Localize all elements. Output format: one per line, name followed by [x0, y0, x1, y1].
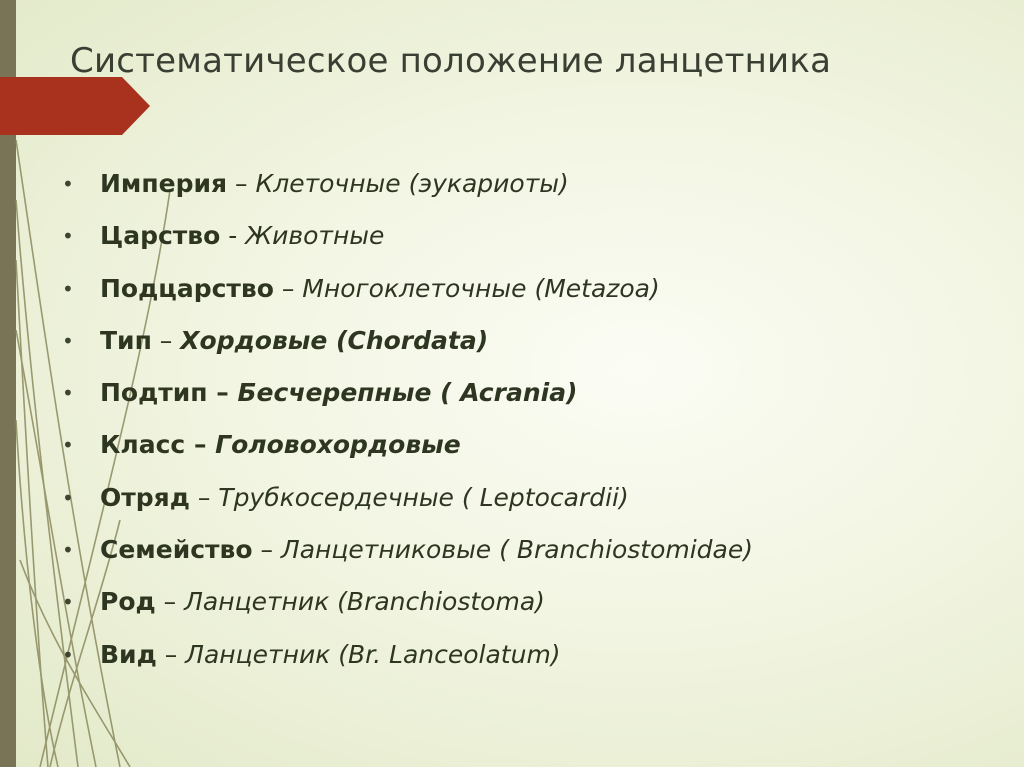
- taxonomy-row-class: [56, 423, 996, 475]
- bullet-icon: •: [62, 328, 74, 353]
- taxonomy-row-empire: [56, 162, 996, 214]
- rank-label: Царство: [100, 221, 221, 251]
- rank-separator: –: [227, 169, 256, 198]
- bullet-icon: •: [62, 538, 74, 563]
- rank-label: Тип: [100, 325, 152, 355]
- taxon-name: Ланцетниковые ( Branchiostomidae): [280, 535, 754, 565]
- taxon-name: Животные: [245, 221, 385, 251]
- bullet-icon: •: [62, 381, 74, 406]
- taxon-name: Головохордовые: [215, 430, 461, 460]
- rank-separator: –: [252, 535, 281, 565]
- slide-title: Систематическое положение ланцетника: [70, 41, 832, 81]
- taxonomy-row-order: [56, 476, 996, 528]
- rank-label: Империя: [100, 169, 228, 198]
- taxonomy-row-kingdom: [56, 214, 996, 266]
- bullet-icon: •: [62, 485, 74, 510]
- bullet-icon: •: [62, 642, 74, 667]
- rank-label: Вид: [100, 639, 157, 669]
- rank-label: Отряд: [100, 482, 190, 512]
- taxon-name: Многоклеточные (Metazoa): [302, 273, 660, 303]
- rank-separator: -: [220, 221, 246, 251]
- taxonomy-row-species: [56, 633, 996, 685]
- bullet-icon: •: [62, 433, 74, 458]
- taxon-name: Бесчерепные ( Acrania): [237, 378, 578, 408]
- rank-label: Подцарство: [100, 273, 274, 303]
- bullet-icon: •: [62, 276, 74, 301]
- bullet-icon: •: [62, 172, 74, 196]
- taxonomy-row-subkingdom: [56, 267, 996, 319]
- taxonomy-row-phylum: [56, 319, 996, 371]
- rank-separator: –: [156, 639, 186, 669]
- rank-label: Класс –: [100, 430, 216, 460]
- rank-label: Семейство: [100, 535, 253, 565]
- taxonomy-row-genus: [56, 580, 996, 632]
- bullet-icon: •: [62, 590, 74, 615]
- taxonomy-row-family: [56, 528, 996, 580]
- taxon-name: Ланцетник (Branchiostoma): [184, 587, 545, 617]
- rank-separator: –: [189, 482, 219, 512]
- rank-label: Подтип –: [100, 378, 238, 408]
- rank-separator: –: [151, 325, 181, 355]
- taxonomy-list: [56, 162, 996, 685]
- taxonomy-row-subphylum: [56, 371, 996, 423]
- rank-label: Род: [100, 587, 156, 617]
- rank-separator: –: [155, 587, 185, 617]
- taxon-name: Хордовые (Chordata): [180, 325, 489, 355]
- bullet-icon: •: [62, 224, 74, 249]
- taxon-name: Клеточные (эукариоты): [255, 169, 569, 198]
- rank-separator: –: [273, 273, 303, 303]
- taxon-name: Трубкосердечные ( Leptocardii): [218, 482, 629, 512]
- taxon-name: Ланцетник (Br. Lanceolatum): [185, 639, 561, 669]
